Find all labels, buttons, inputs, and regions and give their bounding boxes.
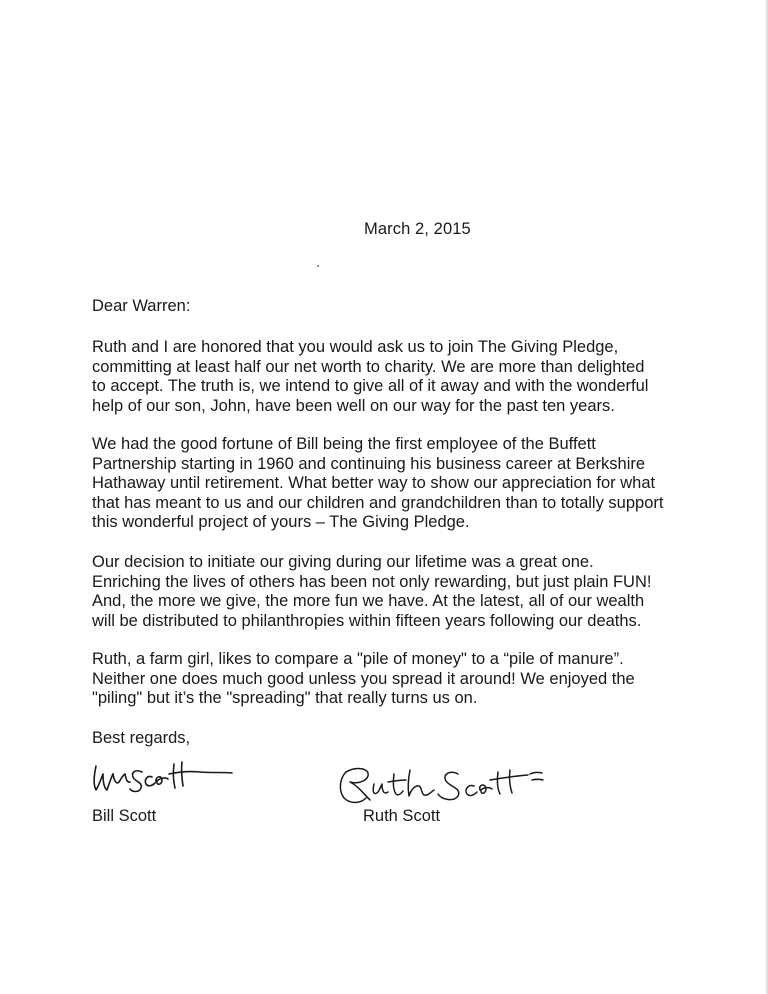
paragraph-line: Neither one does much good unless you spread it around! We enjoyed the xyxy=(92,669,635,688)
paragraph-line: help of our son, John, have been well on our way for the past ten years. xyxy=(92,396,615,415)
paragraph-line: "piling" but it’s the "spreading" that really turns us on. xyxy=(92,689,478,708)
paragraph-line: will be distributed to philanthropies within fifteen years following our deaths. xyxy=(92,611,642,630)
paragraph-1 xyxy=(92,338,712,416)
paragraph-line: Partnership starting in 1960 and continuing his business career at Berkshire xyxy=(92,454,646,473)
paragraph-line: Ruth and I are honored that you would ask us to join The Giving Pledge, xyxy=(92,338,619,356)
paragraph-line: to accept. The truth is, we intend to give all of it away and with the wonderful xyxy=(92,377,649,396)
bill-scott-signature xyxy=(90,752,240,804)
paragraph-line: Ruth, a farm girl, likes to compare a "pile of money" to a “pile of manure”. xyxy=(92,650,624,668)
paragraph-line: Our decision to initiate our giving during our lifetime was a great one. xyxy=(92,553,594,571)
paragraph-line: that has meant to us and our children and grandchildren than to totally support xyxy=(92,493,664,512)
paragraph-line: committing at least half our net worth to charity. We are more than delighted xyxy=(92,357,645,376)
salutation: Dear Warren: xyxy=(92,297,191,315)
scan-speck xyxy=(317,265,319,267)
paragraph-4 xyxy=(92,650,712,709)
paragraph-line: Enriching the lives of others has been not only rewarding, but just plain FUN! xyxy=(92,572,652,591)
paragraph-line: Hathaway until retirement. What better way to show our appreciation for what xyxy=(92,474,656,493)
signer-name-ruth: Ruth Scott xyxy=(363,807,441,825)
ruth-scott-signature xyxy=(330,762,560,812)
letter-date: March 2, 2015 xyxy=(364,220,471,238)
signer-name-bill: Bill Scott xyxy=(92,807,157,825)
paragraph-3 xyxy=(92,553,712,631)
paragraph-2 xyxy=(92,435,712,533)
paragraph-line: We had the good fortune of Bill being the first employee of the Buffett xyxy=(92,435,596,453)
paragraph-line: this wonderful project of yours – The Giving Pledge. xyxy=(92,513,470,532)
closing: Best regards, xyxy=(92,729,191,747)
paragraph-line: And, the more we give, the more fun we have. At the latest, all of our wealth xyxy=(92,592,645,611)
